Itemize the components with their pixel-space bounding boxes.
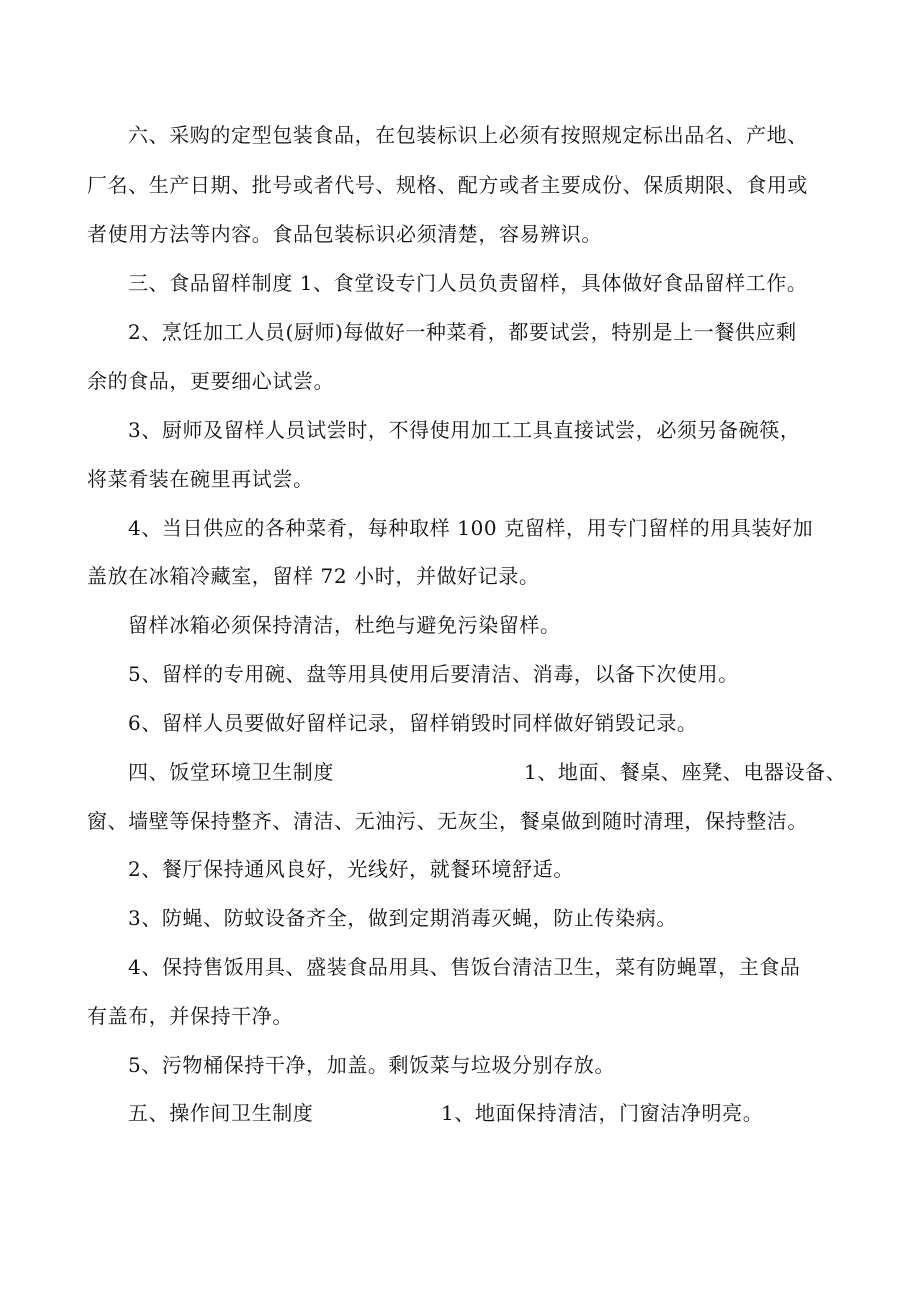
text-line: 4、当日供应的各种菜肴，每种取样 100 克留样，用专门留样的用具装好加 bbox=[128, 516, 814, 540]
text-line: 2、烹饪加工人员(厨师)每做好一种菜肴，都要试尝，特别是上一餐供应剩 bbox=[128, 320, 797, 344]
text-line: 5、留样的专用碗、盘等用具使用后要清洁、消毒，以备下次使用。 bbox=[128, 662, 739, 686]
text-line: 3、防蝇、防蚊设备齐全，做到定期消毒灭蝇，防止传染病。 bbox=[128, 906, 677, 930]
text-line: 厂名、生产日期、批号或者代号、规格、配方或者主要成份、保质期限、食用或 bbox=[87, 173, 808, 197]
text-line: 5、污物桶保持干净，加盖。剩饭菜与垃圾分别存放。 bbox=[128, 1053, 616, 1077]
text-line: 有盖布，并保持干净。 bbox=[87, 1004, 293, 1028]
text-line: 2、餐厅保持通风良好，光线好，就餐环境舒适。 bbox=[128, 857, 574, 881]
section-heading: 五、操作间卫生制度 bbox=[128, 1101, 314, 1125]
text-line: 盖放在冰箱冷藏室，留样 72 小时，并做好记录。 bbox=[87, 564, 540, 588]
text-line: 六、采购的定型包装食品，在包装标识上必须有按照规定标出品名、产地、 bbox=[128, 123, 808, 147]
text-line: 1、地面、餐桌、座凳、电器设备、 bbox=[524, 760, 847, 784]
text-line: 将菜肴装在碗里再试尝。 bbox=[87, 467, 314, 491]
text-line: 1、地面保持清洁，门窗洁净明亮。 bbox=[441, 1101, 764, 1125]
text-line: 留样冰箱必须保持清洁，杜绝与避免污染留样。 bbox=[128, 613, 561, 637]
text-line: 6、留样人员要做好留样记录，留样销毁时同样做好销毁记录。 bbox=[128, 711, 698, 735]
text-line: 三、食品留样制度 1、食堂设专门人员负责留样，具体做好食品留样工作。 bbox=[128, 271, 808, 295]
section-heading: 四、饭堂环境卫生制度 bbox=[128, 760, 334, 784]
text-line: 者使用方法等内容。食品包装标识必须清楚，容易辨识。 bbox=[87, 222, 602, 246]
text-line: 余的食品，更要细心试尝。 bbox=[87, 369, 335, 393]
text-line: 3、厨师及留样人员试尝时，不得使用加工工具直接试尝，必须另备碗筷， bbox=[128, 418, 801, 442]
text-line: 4、保持售饭用具、盛装食品用具、售饭台清洁卫生，菜有防蝇罩，主食品 bbox=[128, 955, 801, 979]
text-line: 窗、墙壁等保持整齐、清洁、无油污、无灰尘，餐桌做到随时清理，保持整洁。 bbox=[87, 809, 808, 833]
